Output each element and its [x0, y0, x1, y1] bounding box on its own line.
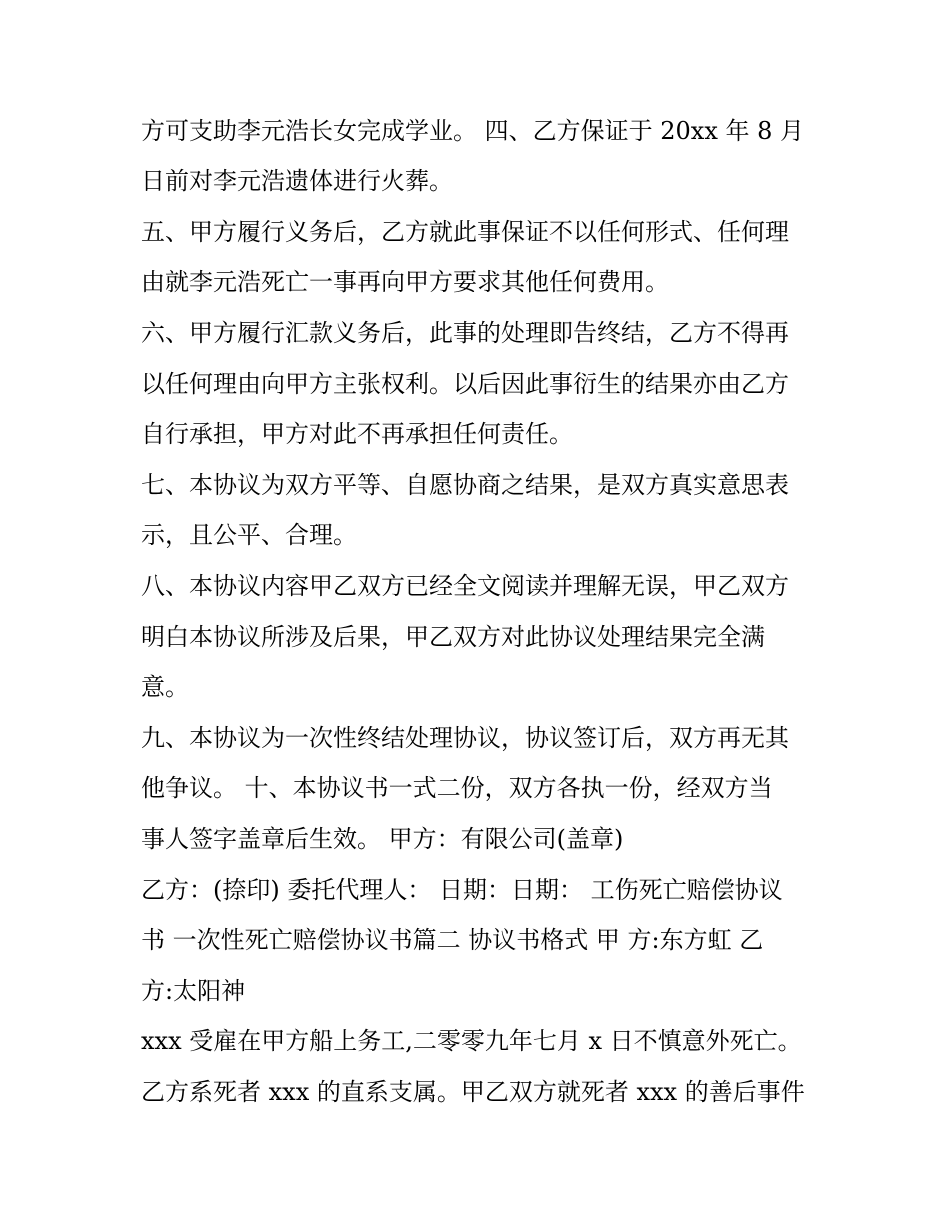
text-line: 方:太阳神 — [141, 977, 246, 1005]
text-line: xxx 受雇在甲方船上务工,二零零九年七月 x 日不慎意外死亡。 — [141, 1027, 802, 1055]
text-line: 五、甲方履行义务后，乙方就此事保证不以任何形式、任何理 — [141, 218, 789, 246]
text-line: 事人签字盖章后生效。 甲方：有限公司(盖章) — [141, 825, 624, 853]
text-line: 日前对李元浩遗体进行火葬。 — [141, 167, 453, 195]
text-line: 由就李元浩死亡一事再向甲方要求其他任何费用。 — [141, 268, 669, 296]
text-line: 明白本协议所涉及后果，甲乙双方对此协议处理结果完全满 — [141, 623, 765, 651]
text-line: 以任何理由向甲方主张权利。以后因此事衍生的结果亦由乙方 — [141, 370, 789, 398]
text-line: 他争议。 十、本协议书一式二份，双方各执一份，经双方当 — [141, 774, 773, 802]
text-line: 七、本协议为双方平等、自愿协商之结果，是双方真实意思表 — [141, 471, 789, 499]
text-line: 书 一次性死亡赔偿协议书篇二 协议书格式 甲 方:东方虹 乙 — [141, 926, 764, 954]
text-line: 九、本协议为一次性终结处理协议，协议签订后，双方再无其 — [141, 724, 789, 752]
text-line: 示，且公平、合理。 — [141, 521, 357, 549]
text-line: 六、甲方履行汇款义务后，此事的处理即告终结，乙方不得再 — [141, 319, 789, 347]
text-line: 八、本协议内容甲乙双方已经全文阅读并理解无误，甲乙双方 — [141, 572, 789, 600]
text-line: 方可支助李元浩长女完成学业。 四、乙方保证于 20xx 年 8 月 — [141, 117, 805, 145]
text-line: 乙方：(捺印) 委托代理人： 日期：日期： 工伤死亡赔偿协议 — [141, 876, 783, 904]
text-line: 自行承担，甲方对此不再承担任何责任。 — [141, 420, 573, 448]
text-line: 乙方系死者 xxx 的直系支属。甲乙双方就死者 xxx 的善后事件 — [141, 1078, 805, 1106]
text-line: 意。 — [141, 673, 189, 701]
